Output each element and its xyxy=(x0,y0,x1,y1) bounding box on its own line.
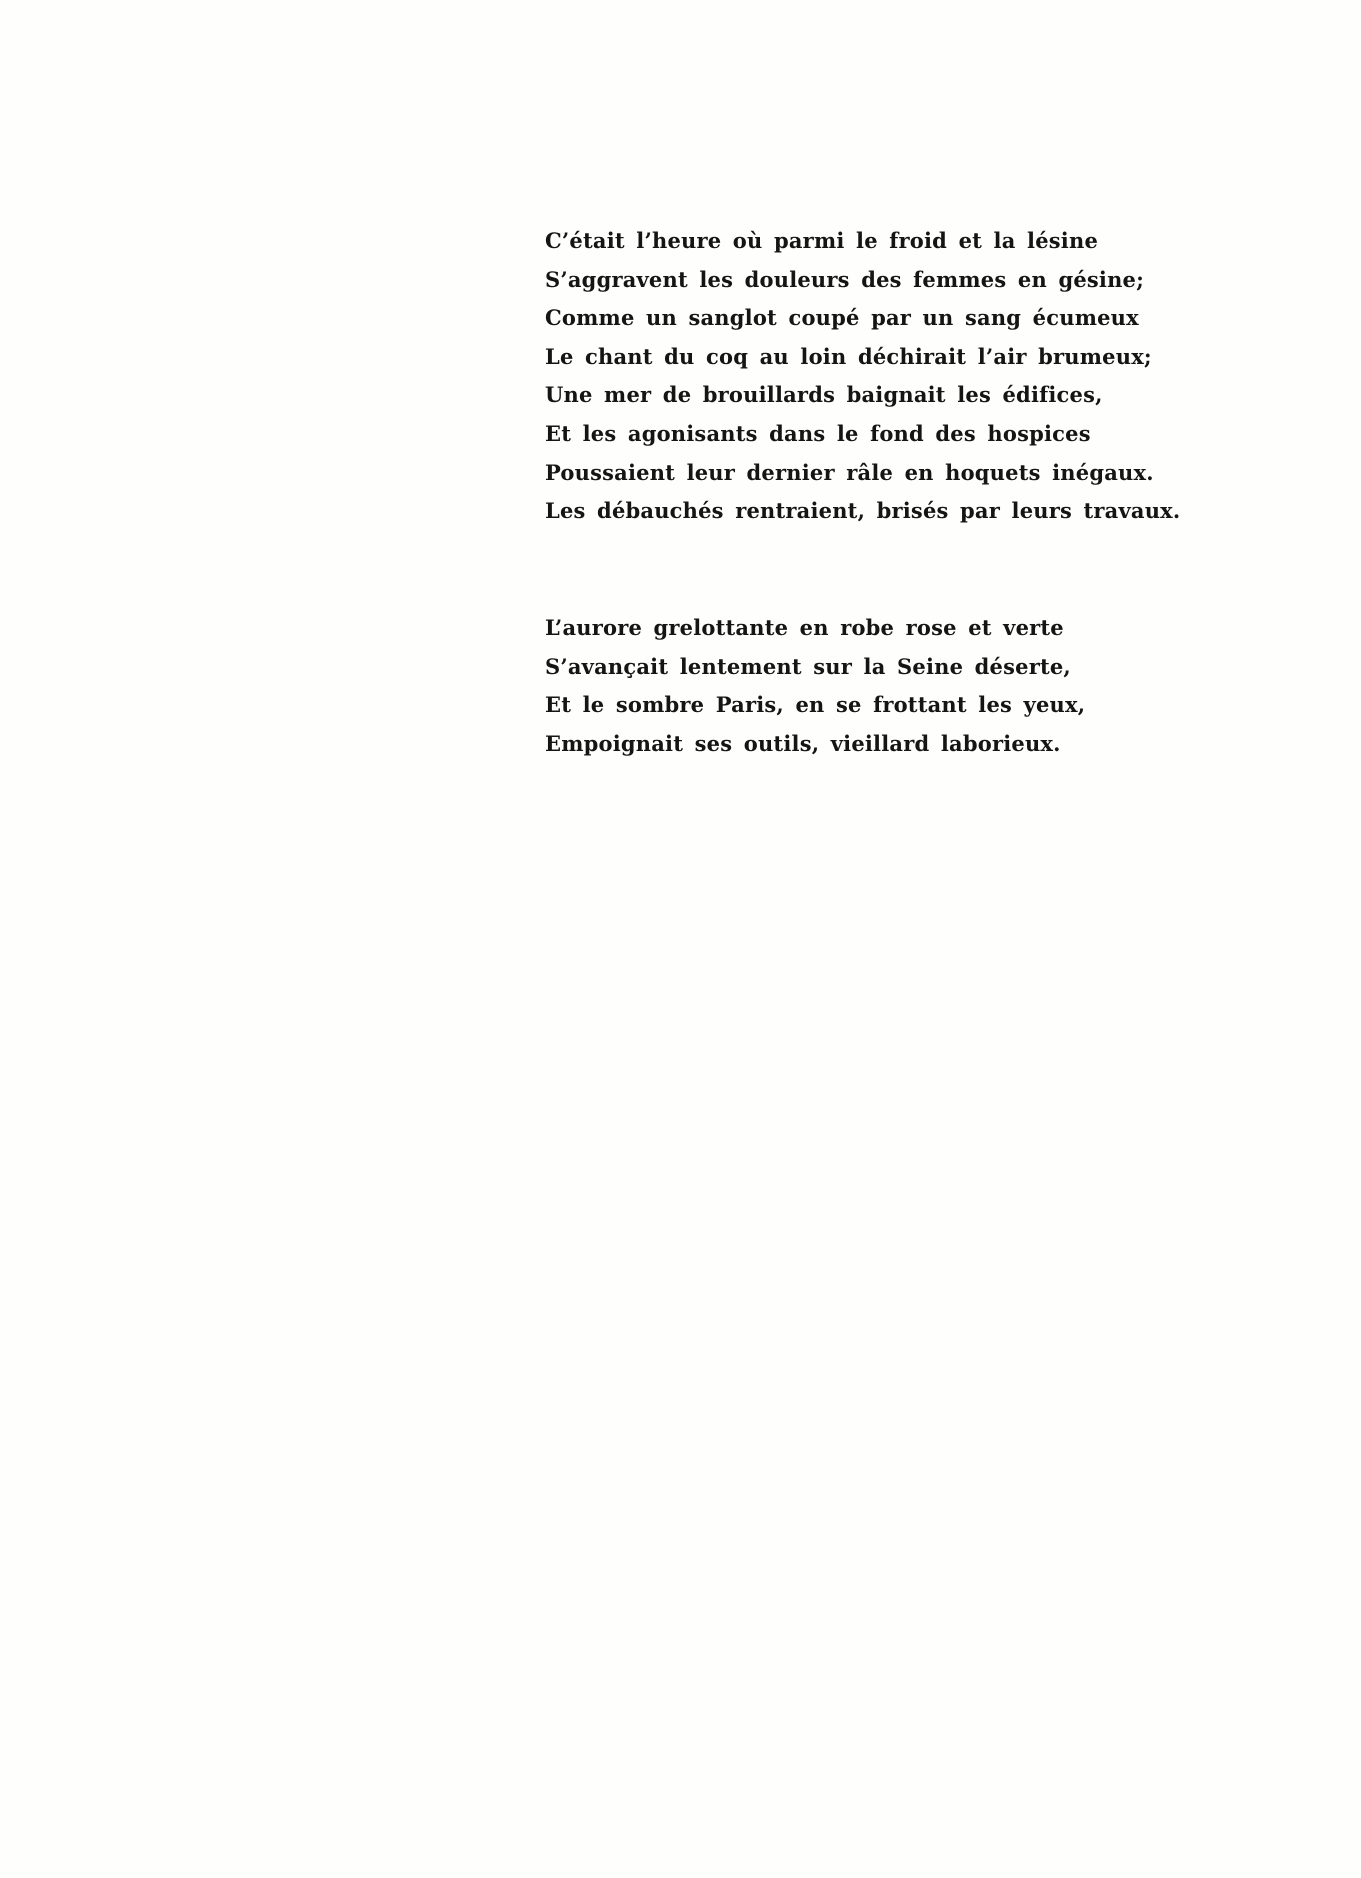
verse-line: Comme un sanglot coupé par un sang écumeux xyxy=(545,305,1139,331)
verse-line: L’aurore grelottante en robe rose et verte xyxy=(545,615,1064,640)
verse-line: Et les agonisants dans le fond des hospices xyxy=(545,420,1091,446)
poem-stanza-2 xyxy=(545,609,1085,763)
verse-line: Empoignait ses outils, vieillard laborieux. xyxy=(545,730,1061,756)
verse-line: C’était l’heure où parmi le froid et la lésine xyxy=(545,228,1099,253)
verse-line: S’avançait lentement sur la Seine déserte, xyxy=(545,653,1071,679)
verse-line: Les débauchés rentraient, brisés par leurs travaux. xyxy=(545,498,1181,524)
verse-line: Poussaient leur dernier râle en hoquets inégaux. xyxy=(545,459,1154,485)
verse-line: Et le sombre Paris, en se frottant les yeux, xyxy=(545,692,1086,718)
poem-stanza-1 xyxy=(545,222,1180,531)
verse-line: Une mer de brouillards baignait les édifices, xyxy=(545,382,1103,408)
verse-line: Le chant du coq au loin déchirait l’air brumeux; xyxy=(545,343,1152,369)
verse-line: S’aggravent les douleurs des femmes en gésine; xyxy=(545,266,1145,292)
